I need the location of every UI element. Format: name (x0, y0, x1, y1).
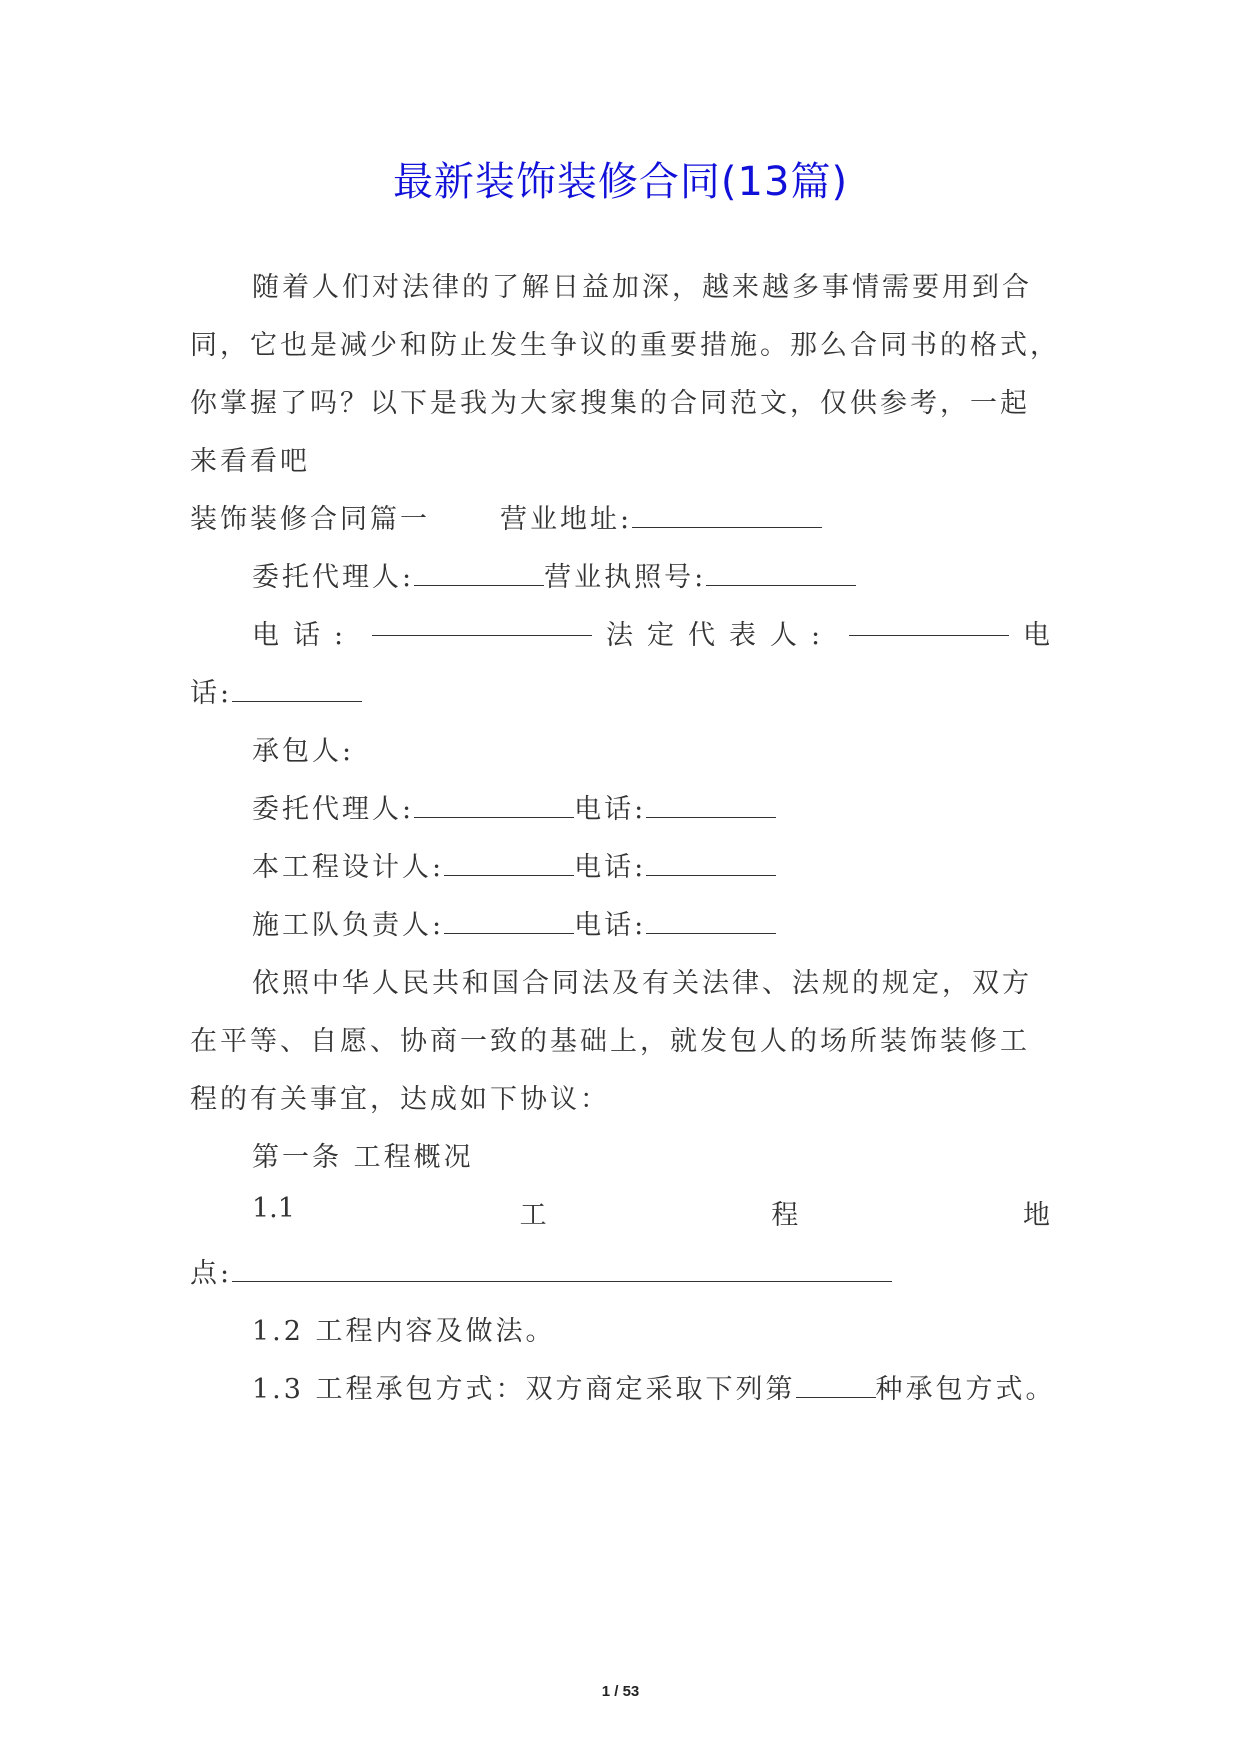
designer-phone-blank (646, 853, 776, 876)
item-1-3-pre: 1.3 工程承包方式：双方商定采取下列第 (252, 1374, 796, 1405)
designer-row (252, 845, 776, 884)
license-label: 营业执照号: (544, 562, 707, 593)
phone2-label-end: 话: (190, 678, 233, 709)
para2-line-2: 在平等、自愿、协商一致的基础上，就发包人的场所装饰装修工 (190, 1026, 1030, 1057)
phone2-label-start: 电 (1022, 620, 1050, 651)
intro-line-3: 你掌握了吗？以下是我为大家搜集的合同范文，仅供参考，一起 (190, 388, 1030, 419)
item-1-1-char-3: 地 (1022, 1200, 1050, 1231)
item-1-2: 1.2 工程内容及做法。 (252, 1316, 556, 1347)
page-number: 1 / 53 (601, 1683, 640, 1700)
item-1-3-row (252, 1367, 1056, 1406)
leader-row (252, 903, 776, 942)
item-1-3-blank (796, 1375, 876, 1398)
intro-line-2: 同，它也是减少和防止发生争议的重要措施。那么合同书的格式， (190, 330, 1060, 361)
business-address-label: 营业地址: (500, 504, 633, 535)
item-1-1-row (252, 1193, 1050, 1232)
phone2-row (190, 671, 362, 710)
agent2-label: 委托代理人: (252, 794, 415, 825)
section-heading-row (190, 497, 822, 536)
agent-blank (414, 563, 544, 586)
agent-row (252, 555, 856, 594)
legal-rep-label: 法定代表人: (605, 620, 835, 651)
item-1-1-tail: 点: (190, 1258, 233, 1289)
project-location-blank (232, 1259, 892, 1282)
legal-rep-blank (849, 613, 1009, 636)
item-1-1-char-1: 工 (519, 1200, 547, 1231)
agent2-phone-blank (646, 795, 776, 818)
item-1-1-char-2: 程 (771, 1200, 799, 1231)
agent2-blank (414, 795, 574, 818)
designer-label: 本工程设计人: (252, 852, 445, 883)
leader-blank (444, 911, 574, 934)
intro-line-4: 来看看吧 (190, 446, 310, 477)
document-title: 最新装饰装修合同(13篇) (392, 159, 849, 205)
leader-phone-blank (646, 911, 776, 934)
phone-legal-row (252, 613, 1050, 652)
phone2-blank (232, 679, 362, 702)
designer-phone-label: 电话: (574, 852, 647, 883)
item-1-1-number: 1.1 (252, 1193, 295, 1224)
para2-line-3: 程的有关事宜，达成如下协议： (190, 1084, 610, 1115)
item-1-1-tail-row (190, 1251, 892, 1290)
para2-line-1: 依照中华人民共和国合同法及有关法律、法规的规定，双方 (252, 968, 1032, 999)
agent2-row (252, 787, 776, 826)
leader-label: 施工队负责人: (252, 910, 445, 941)
license-blank (706, 563, 856, 586)
agent-label: 委托代理人: (252, 562, 415, 593)
leader-phone-label: 电话: (574, 910, 647, 941)
item-1-3-post: 种承包方式。 (875, 1374, 1056, 1405)
contractor-label: 承包人: (252, 736, 355, 767)
section-heading: 装饰装修合同篇一 (190, 504, 430, 535)
phone-blank (372, 613, 592, 636)
phone-label: 电话: (252, 620, 358, 651)
business-address-blank (632, 505, 822, 528)
designer-blank (444, 853, 574, 876)
article1-heading: 第一条 工程概况 (252, 1142, 474, 1173)
agent2-phone-label: 电话: (574, 794, 647, 825)
intro-line-1: 随着人们对法律的了解日益加深，越来越多事情需要用到合 (252, 272, 1032, 303)
